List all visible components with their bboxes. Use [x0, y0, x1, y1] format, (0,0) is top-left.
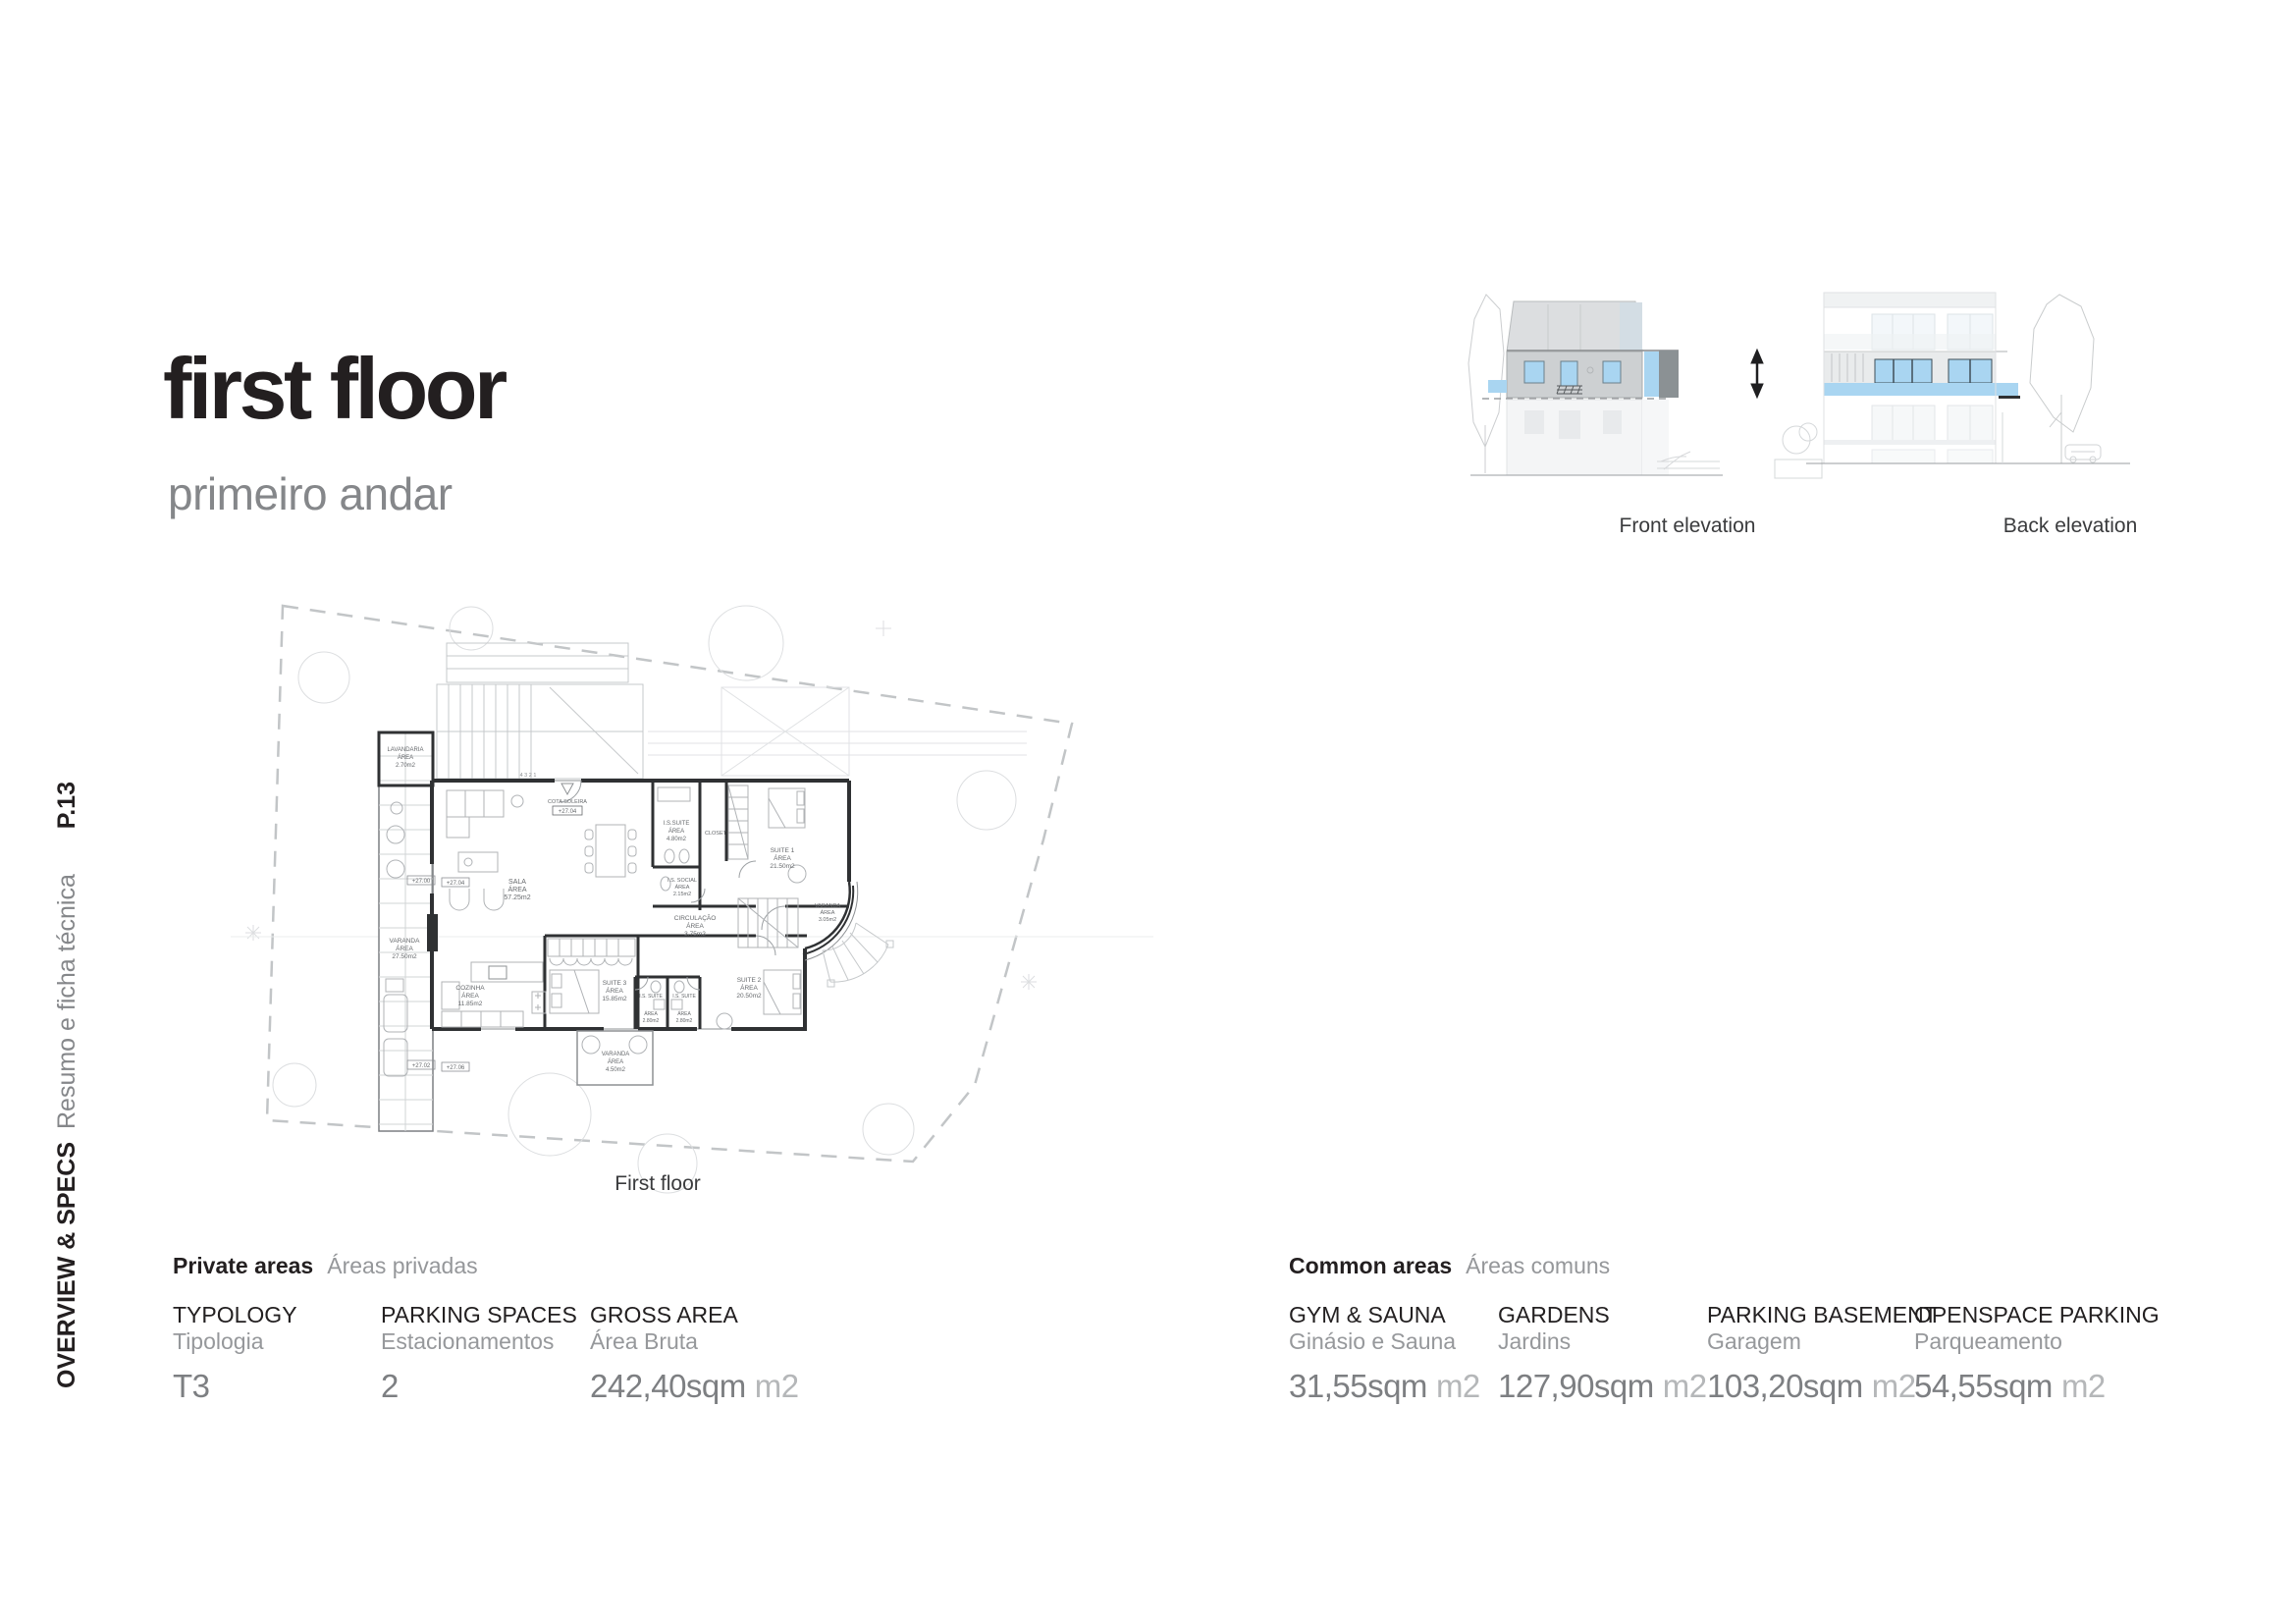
sidebar-vertical-text [49, 782, 84, 1388]
spec-item-openspace-parking [1914, 1302, 2160, 1405]
svg-text:SUITE 3: SUITE 3 [602, 980, 627, 987]
svg-text:20.50m2: 20.50m2 [736, 993, 762, 1000]
spec-label-pt: Estacionamentos [381, 1328, 555, 1354]
spec-value: T3 [173, 1368, 210, 1404]
svg-text:ÁREA: ÁREA [774, 855, 791, 862]
spec-label-en: PARKING BASEMENT [1707, 1302, 1938, 1327]
room-label-suite3 [602, 980, 627, 1002]
svg-text:ÁREA: ÁREA [397, 755, 414, 761]
private-areas-title-pt: Áreas privadas [327, 1253, 478, 1278]
tree-icon [2030, 295, 2094, 463]
back-bush-icon [1775, 423, 1822, 478]
svg-text:2.80m2: 2.80m2 [675, 1018, 693, 1024]
svg-text:3.05m2: 3.05m2 [818, 917, 837, 923]
svg-text:2.80m2: 2.80m2 [642, 1018, 660, 1024]
front-left-blue-band [1488, 380, 1507, 393]
back-window-group-1 [1875, 359, 1932, 383]
svg-text:27.50m2: 27.50m2 [392, 953, 417, 960]
room-label-suite1 [770, 847, 795, 870]
window-marker [427, 914, 438, 951]
spec-label-pt: Área Bruta [590, 1328, 698, 1354]
common-areas-header [1289, 1253, 1610, 1279]
svg-text:ÁREA: ÁREA [740, 985, 758, 992]
room-label-cozinha [455, 985, 485, 1007]
svg-text:COZINHA: COZINHA [455, 985, 485, 992]
spec-value: 54,55sqm [1914, 1368, 2053, 1404]
spec-value-suffix: m2 [754, 1368, 799, 1404]
svg-text:ÁREA: ÁREA [396, 946, 413, 952]
svg-text:ÁREA: ÁREA [667, 829, 685, 835]
page-title: first floor [163, 340, 505, 437]
spec-value-suffix: m2 [1871, 1368, 1916, 1404]
cota-label: COTA SOLEIRA [548, 799, 587, 805]
yard-trees [245, 606, 1037, 1193]
grass-mark [1021, 974, 1037, 990]
room-label-is-suite-top [664, 821, 690, 842]
front-blue-strip [1644, 352, 1659, 397]
spec-value: 31,55sqm [1289, 1368, 1427, 1404]
back-balcony-edge [1999, 396, 2020, 399]
svg-text:VARANDA: VARANDA [814, 903, 841, 909]
spec-label-en: GARDENS [1498, 1302, 1610, 1327]
svg-text:+27.06: +27.06 [446, 1065, 465, 1071]
svg-text:ÁREA: ÁREA [644, 1011, 658, 1017]
front-elevation-label: Front elevation [1619, 514, 1756, 537]
spec-item-gross-area [590, 1302, 799, 1405]
spec-value: 242,40sqm [590, 1368, 746, 1404]
floor-indicator-arrow-icon [1751, 350, 1763, 398]
floor-plan-caption: First floor [614, 1172, 701, 1195]
spec-value-suffix: m2 [1662, 1368, 1707, 1404]
back-elevation-label: Back elevation [2002, 514, 2138, 537]
spec-label-pt: Garagem [1707, 1328, 1801, 1354]
svg-text:VARANDA: VARANDA [389, 938, 420, 945]
svg-text:SUITE 1: SUITE 1 [770, 847, 795, 854]
bottom-balcony [577, 1031, 653, 1085]
front-dark-block [1659, 351, 1679, 398]
spec-item-gym-sauna [1289, 1302, 1480, 1405]
front-window-2 [1561, 361, 1577, 386]
room-label-suite2 [736, 977, 762, 1000]
svg-text:4.50m2: 4.50m2 [605, 1067, 626, 1073]
svg-text:I.S. SUITE: I.S. SUITE [639, 994, 663, 1000]
exterior-stairs [437, 643, 643, 779]
grass-mark [876, 621, 891, 636]
private-areas-title-en: Private areas [173, 1253, 314, 1278]
spec-item-typology [173, 1302, 297, 1405]
svg-text:21.50m2: 21.50m2 [770, 863, 795, 870]
svg-text:ÁREA: ÁREA [820, 910, 835, 916]
front-top-strip [1620, 302, 1642, 352]
svg-text:I.S.SUITE: I.S.SUITE [663, 821, 690, 827]
spec-label-pt: Jardins [1498, 1328, 1572, 1354]
spec-value: 127,90sqm [1498, 1368, 1654, 1404]
back-elevation-drawing [1775, 293, 2130, 478]
svg-text:57.25m2: 57.25m2 [504, 894, 531, 901]
spec-label-pt: Ginásio e Sauna [1289, 1328, 1457, 1354]
stair-numbers: 4 3 2 1 [519, 773, 537, 779]
back-balcony-band [1824, 383, 2018, 396]
svg-text:I.S. SUITE: I.S. SUITE [672, 994, 696, 1000]
front-elevation-drawing [1468, 295, 1723, 475]
spec-item-parking-basement [1707, 1302, 1938, 1405]
svg-text:VARANDA: VARANDA [601, 1052, 630, 1057]
svg-text:ÁREA: ÁREA [686, 923, 704, 930]
sidebar-section-en: OVERVIEW & SPECS [52, 1142, 80, 1388]
svg-text:SALA: SALA [508, 879, 526, 886]
door-arcs [560, 781, 785, 990]
sidebar-page-number: P.13 [52, 782, 80, 830]
back-parapet [1824, 293, 1996, 307]
floor-plan-drawing [226, 550, 1158, 1237]
svg-text:LAVANDARIA: LAVANDARIA [387, 747, 424, 753]
svg-text:+27.02: +27.02 [411, 1063, 431, 1069]
neighbor-structures [648, 687, 1027, 776]
svg-text:3.75m2: 3.75m2 [684, 931, 706, 938]
room-label-varanda-right [815, 903, 841, 923]
left-balcony-strip [379, 732, 433, 1131]
front-window-3 [1603, 361, 1621, 383]
svg-text:2.70m2: 2.70m2 [395, 763, 416, 769]
sidebar-section-pt: Resumo e ficha técnica [52, 874, 80, 1129]
closet-label: CLOSET [704, 831, 727, 837]
spec-item-gardens [1498, 1302, 1707, 1405]
spec-item-parking-spaces [381, 1302, 577, 1405]
spec-label-pt: Parqueamento [1914, 1328, 2062, 1354]
spec-label-en: TYPOLOGY [173, 1302, 297, 1327]
entry-marker [548, 784, 587, 815]
svg-text:15.85m2: 15.85m2 [602, 996, 627, 1002]
back-top-floor [1824, 314, 1996, 350]
svg-text:ÁREA: ÁREA [461, 993, 479, 1000]
svg-text:11.85m2: 11.85m2 [457, 1001, 483, 1007]
svg-text:ÁREA: ÁREA [507, 887, 527, 893]
room-label-is-social [667, 878, 697, 897]
spec-label-en: PARKING SPACES [381, 1302, 577, 1327]
spec-label-en: GYM & SAUNA [1289, 1302, 1446, 1327]
spec-value: 2 [381, 1368, 399, 1404]
svg-text:SUITE 2: SUITE 2 [736, 977, 762, 984]
common-areas-title-en: Common areas [1289, 1253, 1453, 1278]
room-label-circulacao [674, 913, 717, 938]
spec-label-pt: Tipologia [173, 1328, 264, 1354]
elevation-drawings [1404, 245, 2160, 520]
svg-text:+27.00: +27.00 [411, 879, 431, 885]
svg-text:ÁREA: ÁREA [607, 1059, 624, 1065]
svg-text:CIRCULAÇÃO: CIRCULAÇÃO [673, 915, 717, 922]
spec-value-suffix: m2 [2060, 1368, 2106, 1404]
wardrobes [548, 785, 798, 965]
spec-label-en: OPENSPACE PARKING [1914, 1302, 2160, 1327]
svg-text:ÁREA: ÁREA [606, 988, 623, 995]
spec-value: 103,20sqm [1707, 1368, 1863, 1404]
cota-value: +27.04 [558, 809, 577, 815]
svg-text:4.80m2: 4.80m2 [666, 837, 687, 842]
page-subtitle: primeiro andar [168, 468, 453, 519]
svg-text:+27.04: +27.04 [446, 881, 465, 887]
spec-label-en: GROSS AREA [590, 1302, 738, 1327]
grass-mark [245, 925, 261, 941]
svg-text:ÁREA: ÁREA [674, 885, 690, 891]
room-label-sala [504, 879, 530, 901]
spec-value-suffix: m2 [1435, 1368, 1480, 1404]
car-icon [2065, 445, 2101, 462]
svg-text:ÁREA: ÁREA [677, 1011, 691, 1017]
curved-balcony [803, 882, 893, 987]
common-areas-title-pt: Áreas comuns [1466, 1253, 1611, 1278]
front-window-1 [1524, 361, 1544, 383]
private-areas-header [173, 1253, 478, 1279]
room-label-varanda-bottom [602, 1052, 630, 1073]
svg-text:I.S. SOCIAL: I.S. SOCIAL [667, 878, 697, 884]
svg-text:2.15m2: 2.15m2 [672, 892, 692, 897]
